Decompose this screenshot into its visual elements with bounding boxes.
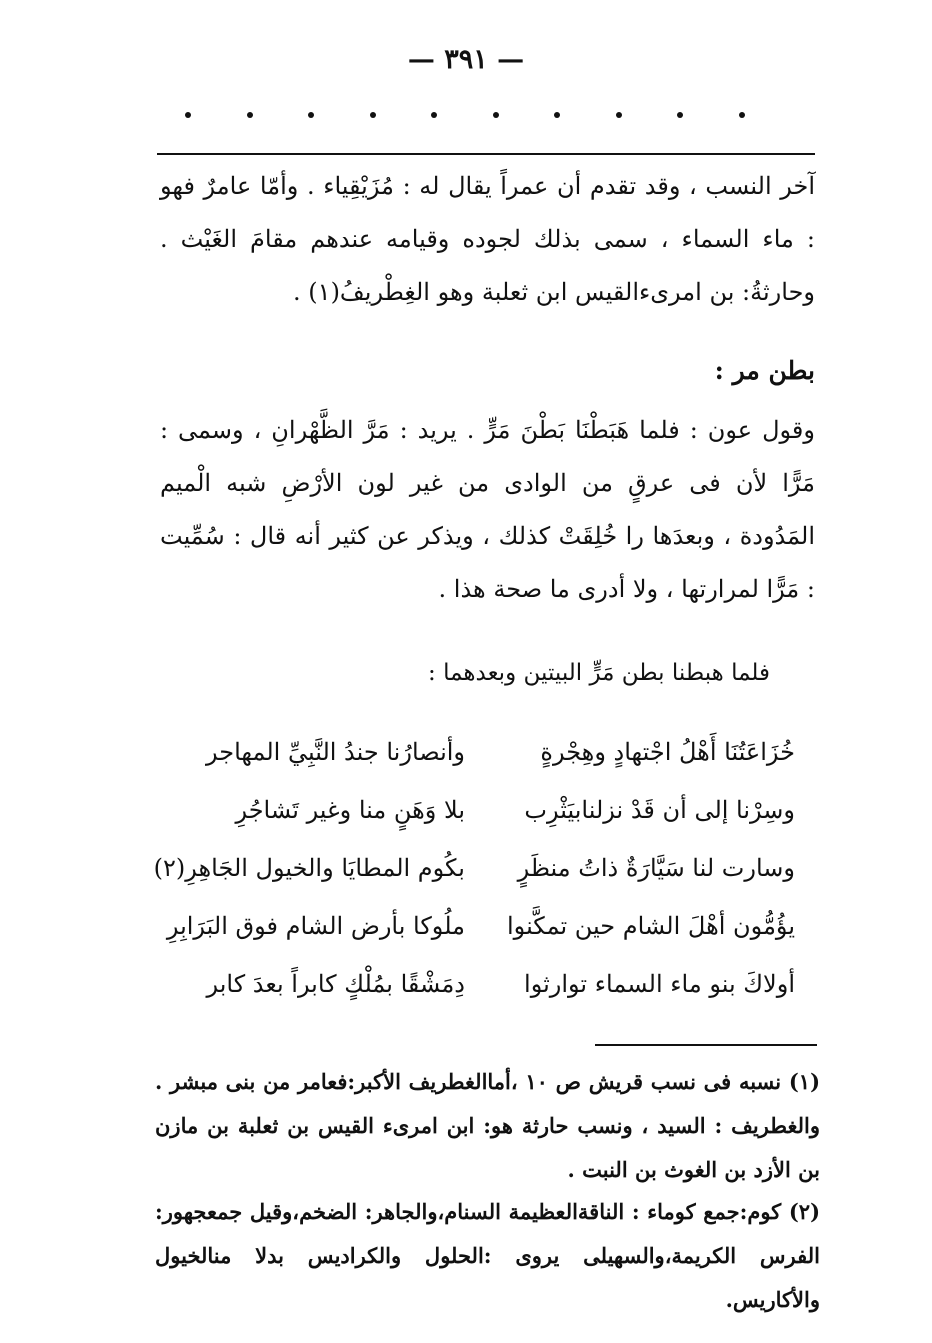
footnote-2: (٢) كوم:جمع كوماء : الناقةالعظيمة السنام،والجاهر: الضخم،وقيل جمعجهور: الفرس الكريمة،والسهيلى يروى :الحلول والكراديس بدلا منالخيول والأكاريس. xyxy=(155,1199,820,1312)
verse-second-hemistich: بلا وَهَنٍ منا وغير تَشاجُرِ xyxy=(235,796,465,824)
poem-verse xyxy=(175,955,795,1013)
ornament-dot xyxy=(554,112,560,118)
poem-intro: فلما هبطنا بطن مَرٍّ البيتين وبعدهما : xyxy=(428,660,770,686)
header-divider xyxy=(157,153,815,155)
ornament-dot xyxy=(247,112,253,118)
verse-first-hemistich: وسِرْنا إلى أن قَدْ نزلنابيَثْرِب xyxy=(524,796,795,824)
dot-ornament-row xyxy=(185,112,745,118)
page-number: — ٣٩١ — xyxy=(407,44,525,75)
footnote-divider xyxy=(595,1044,817,1046)
verse-second-hemistich: وأنصارُنا جندُ النَّبِيِّ المهاجر xyxy=(206,738,465,766)
ornament-dot xyxy=(493,112,499,118)
ornament-dot xyxy=(370,112,376,118)
paragraph-lineage: آخر النسب ، وقد تقدم أن عمراً يقال له : مُزَيْقِياء . وأمّا عامرٌ فهو : ماء السماء ، سمى بذلك لجوده وقيامه عندهم مقامَ الغَيْث . وحارثةُ: بن امرىءالقيس ابن ثعلبة وهو الغِطْريفُ(١) . xyxy=(160,172,815,306)
poem xyxy=(153,723,795,1013)
ornament-dot xyxy=(185,112,191,118)
footnote-1: (١) نسبه فى نسب قريش ص ١٠ ،أماالغطريف الأكبر:فعامر من بنى مبشر . والغطريف : السيد ، ونسب حارثة هو: ابن امرىء القيس بن ثعلبة بن مازن بن الأزد بن الغوث بن النبت . xyxy=(155,1069,820,1182)
verse-first-hemistich: وسارت لنا سَيَّارَةٌ ذاتُ منظَرٍ xyxy=(517,854,795,882)
section-heading: بطن مر : xyxy=(714,356,815,385)
poem-verse xyxy=(153,839,795,897)
ornament-dot xyxy=(616,112,622,118)
ornament-dot xyxy=(308,112,314,118)
verse-first-hemistich: خُزَاعَتُنَا أَهْلُ اجْتهادٍ وهِجْرةٍ xyxy=(540,738,795,766)
verse-second-hemistich: ملُوكا بأرض الشام فوق البَرَابِرِ xyxy=(166,912,465,940)
verse-first-hemistich: يؤُمُّون أهْلَ الشام حين تمكَّنوا xyxy=(507,912,795,940)
poem-verse xyxy=(175,781,795,839)
verse-second-hemistich: بكُوم المطايَا والخيول الجَاهِرِ(٢) xyxy=(153,854,465,882)
verse-first-hemistich: أولاكَ بنو ماء السماء توارثوا xyxy=(524,970,795,998)
ornament-dot xyxy=(431,112,437,118)
ornament-dot xyxy=(739,112,745,118)
poem-verse xyxy=(175,723,795,781)
verse-second-hemistich: دِمَشْقًا بمُلْكٍ كابراً بعدَ كابر xyxy=(206,970,465,998)
paragraph-batn-murr: وقول عون : فلما هَبَطْنَا بَطْنَ مَرٍّ . يريد : مَرَّ الظَّهْرانِ ، وسمى : مَرًّا لأن فى عرقٍ من الوادى من غير لون الأرْضِ شبه الْميم المَدُودة ، وبعدَها را خُلِقَتْ كذلك ، ويذكر عن كثير أنه قال : سُمِّيت : مَرًّا لمرارتها ، ولا أدرى ما صحة هذا . xyxy=(160,416,815,603)
ornament-dot xyxy=(677,112,683,118)
poem-verse xyxy=(166,897,795,955)
